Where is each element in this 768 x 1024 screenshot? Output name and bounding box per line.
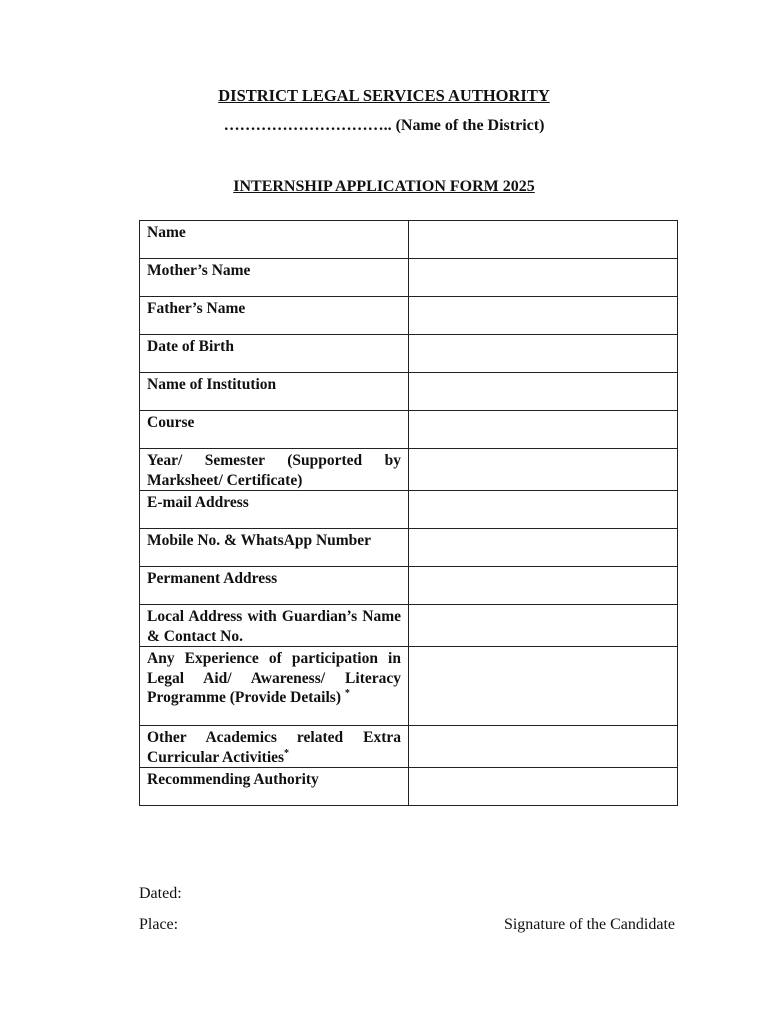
field-value-date-of-birth[interactable] — [409, 335, 678, 373]
form-row-mother-name — [140, 259, 678, 297]
form-title: INTERNSHIP APPLICATION FORM 2025 — [233, 178, 535, 195]
field-label-mobile: Mobile No. & WhatsApp Number — [140, 529, 409, 567]
form-row-local-address — [140, 605, 678, 647]
form-row-date-of-birth — [140, 335, 678, 373]
form-row-name — [140, 221, 678, 259]
field-label-legal-aid-experience: Any Experience of participation in Legal Aid/ Awareness/ Literacy Programme (Provide Details) * — [140, 647, 409, 726]
field-label-course: Course — [140, 411, 409, 449]
asterisk-note: * — [344, 688, 350, 699]
form-row-father-name — [140, 297, 678, 335]
field-label-email: E-mail Address — [140, 491, 409, 529]
field-label-extra-curricular: Other Academics related Extra Curricular Activities* — [140, 726, 409, 768]
form-row-institution — [140, 373, 678, 411]
signature-label: Signature of the Candidate — [503, 916, 675, 933]
field-value-father-name[interactable] — [409, 297, 678, 335]
field-label-father-name: Father’s Name — [140, 297, 409, 335]
field-label-year-semester: Year/ Semester (Supported by Marksheet/ Certificate) — [140, 449, 409, 491]
form-row-email — [140, 491, 678, 529]
district-name-line: ………………………….. (Name of the District) — [223, 117, 545, 134]
authority-title: DISTRICT LEGAL SERVICES AUTHORITY — [218, 86, 550, 105]
form-row-recommending-authority — [140, 768, 678, 806]
place-label: Place: — [139, 916, 179, 933]
field-value-extra-curricular[interactable] — [409, 726, 678, 768]
form-row-legal-aid-experience — [140, 647, 678, 726]
field-value-recommending-authority[interactable] — [409, 768, 678, 806]
field-label-institution: Name of Institution — [140, 373, 409, 411]
field-label-mother-name: Mother’s Name — [140, 259, 409, 297]
field-value-email[interactable] — [409, 491, 678, 529]
asterisk-note: * — [284, 747, 290, 759]
form-row-year-semester — [140, 449, 678, 491]
field-value-course[interactable] — [409, 411, 678, 449]
field-label-name: Name — [140, 221, 409, 259]
field-label-recommending-authority: Recommending Authority — [140, 768, 409, 806]
field-value-institution[interactable] — [409, 373, 678, 411]
field-value-legal-aid-experience[interactable] — [409, 647, 678, 726]
field-value-name[interactable] — [409, 221, 678, 259]
field-label-date-of-birth: Date of Birth — [140, 335, 409, 373]
form-row-permanent-address — [140, 567, 678, 605]
field-value-permanent-address[interactable] — [409, 567, 678, 605]
field-value-year-semester[interactable] — [409, 449, 678, 491]
dated-label: Dated: — [139, 885, 182, 902]
field-label-local-address: Local Address with Guardian’s Name & Contact No. — [140, 605, 409, 647]
field-value-mobile[interactable] — [409, 529, 678, 567]
application-form-table — [139, 220, 678, 806]
field-value-mother-name[interactable] — [409, 259, 678, 297]
field-value-local-address[interactable] — [409, 605, 678, 647]
form-row-mobile — [140, 529, 678, 567]
field-label-permanent-address: Permanent Address — [140, 567, 409, 605]
form-row-extra-curricular — [140, 726, 678, 768]
form-row-course — [140, 411, 678, 449]
